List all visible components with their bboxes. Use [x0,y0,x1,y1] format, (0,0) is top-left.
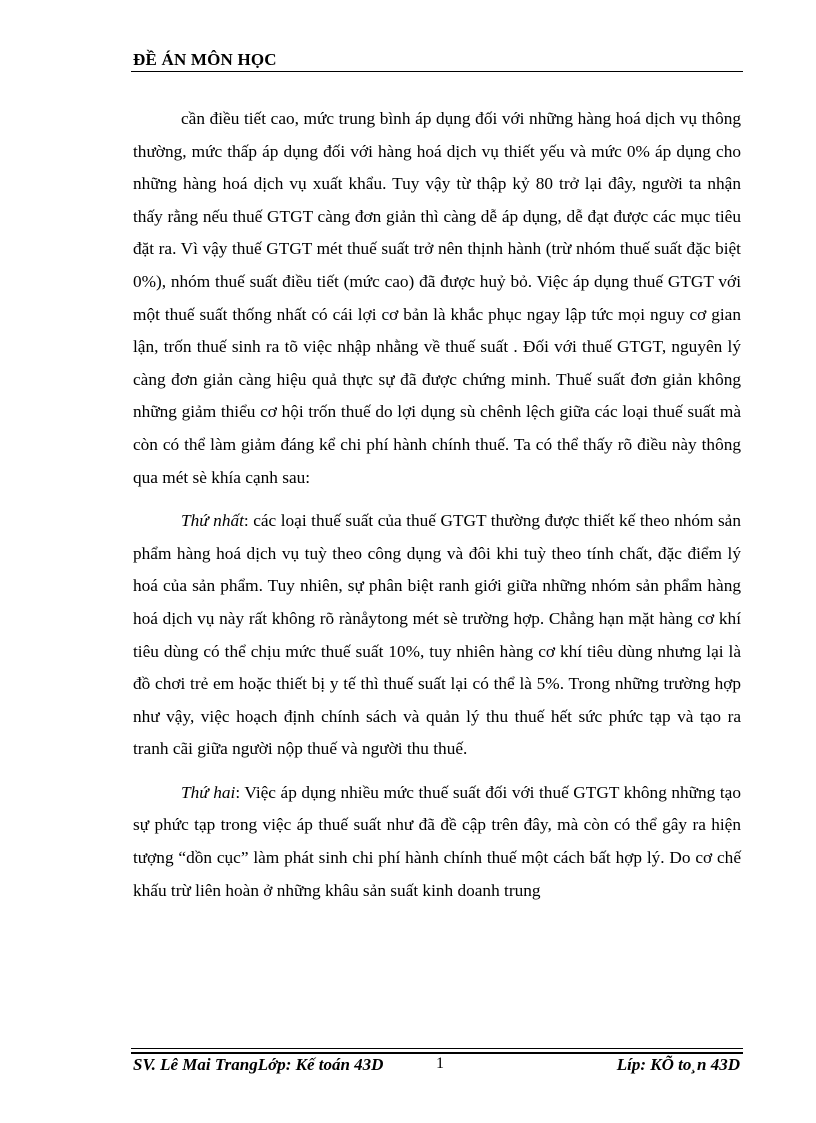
paragraph-2 [133,505,741,766]
footer-divider-thin [131,1048,743,1049]
paragraph-3 [133,777,741,907]
paragraph-3-text: : Việc áp dụng nhiều mức thuế suất đối với thuế GTGT không những tạo sự phức tạp trong việc áp thuế suất như đã đề cập trên đây, mà còn có thể gây ra hiện tượng “dồn cục” làm phát sinh chi phí hành chính thuế một cách bất hợp lý. Do cơ chế khấu trừ liên hoàn ở những khâu sản suất kinh doanh trung [133,782,741,900]
paragraph-1 [133,103,741,494]
paragraph-1-text: cần điều tiết cao, mức trung bình áp dụng đối với những hàng hoá dịch vụ thông thường, mức thấp áp dụng đối với hàng hoá dịch vụ thiết yếu và mức 0% áp dụng cho những hàng hoá dịch vụ xuất khẩu. Tuy vậy từ thập kỷ 80 trở lại đây, người ta nhận thấy rằng nếu thuế GTGT càng đơn giản thì càng dễ áp dụng, dễ đạt được các mục tiêu đặt ra. Vì vậy thuế GTGT mét thuế suất trở nên thịnh hành (trừ nhóm thuế suất đặc biệt 0%), nhóm thuế suất điều tiết (mức cao) đã được huỷ bỏ. Việc áp dụng thuế GTGT với một thuế suất thống nhất có cái lợi cơ bản là khắc phục ngay lập tức mọi nguy cơ gian lận, trốn thuế sinh ra tõ việc nhập nhằng về thuế suất . Đối với thuế GTGT, nguyên lý càng đơn giản càng hiệu quả thực sự đã được chứng minh. Thuế suất đơn giản không những giảm thiểu cơ hội trốn thuế do lợi dụng sù chênh lệch giữa các loại thuế suất mà còn có thể làm giảm đáng kể chi phí hành chính thuế. Ta có thể thấy rõ điều này thông qua mét sè khía cạnh sau: [133,109,741,487]
page-number: 1 [436,1055,444,1072]
footer-divider-thick [131,1052,743,1054]
paragraph-2-lead: Thứ nhất [181,511,244,531]
footer-student-info: SV. Lê Mai TrangLớp: Kế toán 43D [133,1055,384,1074]
paragraph-2-text: : các loại thuế suất của thuế GTGT thường được thiết kế theo nhóm sản phẩm hàng hoá dịch vụ tuỳ theo công dụng và đôi khi tuỳ theo tính chất, đặc điểm lý hoá của sản phẩm. Tuy nhiên, sự phân biệt ranh giới giữa những nhóm sản phẩm hàng hoá dịch vụ này rất không rõ rànåytong mét sè trường hợp. Chẳng hạn mặt hàng cơ khí tiêu dùng có thể chịu mức thuế suất 10%, tuy nhiên hàng cơ khí tiêu dùng nhưng lại là đồ chơi trẻ em hoặc thiết bị y tế thì thuế suất lại có thể là 5%. Trong những trường hợp như vậy, việc hoạch định chính sách và quản lý thu thuế hết sức phức tạp và tạo ra tranh cãi giữa người nộp thuế và người thu thuế. [133,511,741,759]
paragraph-3-lead: Thứ hai [181,782,236,802]
header-divider [131,71,743,72]
page-header-title: ĐỀ ÁN MÔN HỌC [133,50,277,69]
footer-class-info: Líp: KÕ to¸n 43D [616,1055,740,1074]
document-body [133,103,741,907]
